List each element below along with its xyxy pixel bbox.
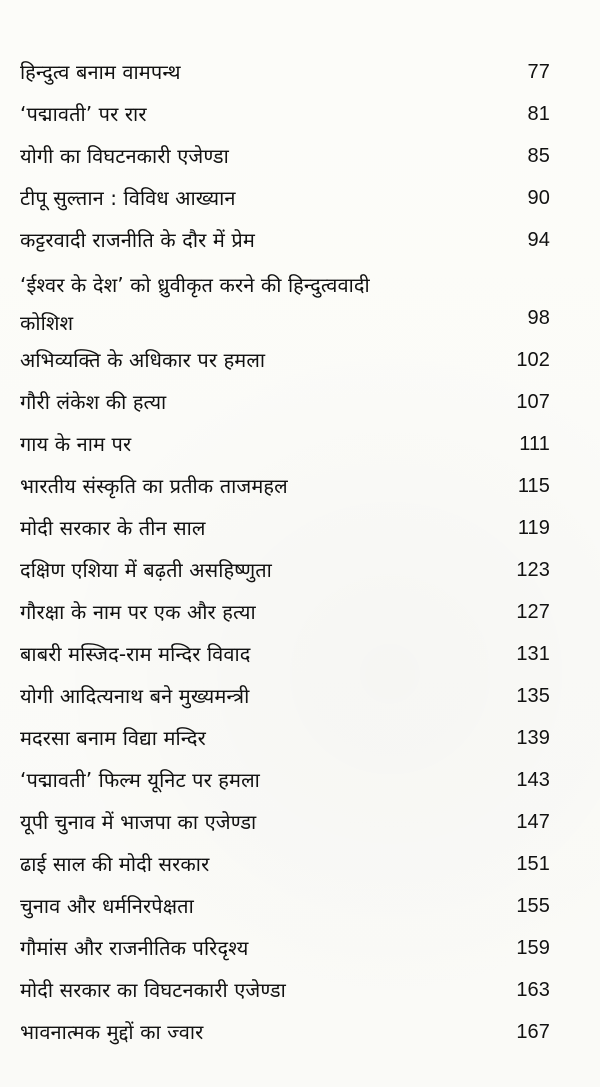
page-number: 159 xyxy=(516,937,550,959)
chapter-title: योगी आदित्यनाथ बने मुख्यमन्त्री xyxy=(20,684,250,708)
page-number: 167 xyxy=(516,1021,550,1043)
page-number: 135 xyxy=(516,685,550,707)
page-number: 90 xyxy=(527,187,550,209)
chapter-title: दक्षिण एशिया में बढ़ती असहिष्णुता xyxy=(20,558,272,582)
chapter-title: ‘पद्मावती’ फिल्म यूनिट पर हमला xyxy=(20,768,260,792)
chapter-title: गौमांस और राजनीतिक परिदृश्य xyxy=(20,936,249,960)
chapter-title: गाय के नाम पर xyxy=(20,432,132,456)
chapter-title: यूपी चुनाव में भाजपा का एजेण्डा xyxy=(20,810,257,834)
chapter-title: हिन्दुत्व बनाम वामपन्थ xyxy=(20,60,181,84)
chapter-title: बाबरी मस्जिद-राम मन्दिर विवाद xyxy=(20,642,251,666)
chapter-title: ‘ईश्वर के देश’ को ध्रुवीकृत करने की हिन्दुत्ववादी कोशिश xyxy=(20,273,370,335)
page-number: 77 xyxy=(527,61,550,83)
chapter-title: कट्टरवादी राजनीति के दौर में प्रेम xyxy=(20,228,255,252)
page-number: 143 xyxy=(516,769,550,791)
page-number: 81 xyxy=(527,103,550,125)
page-number: 131 xyxy=(516,643,550,665)
page-number: 127 xyxy=(516,601,550,623)
page-number: 119 xyxy=(517,517,550,539)
page-number: 102 xyxy=(516,349,550,371)
page-number: 85 xyxy=(527,145,550,167)
page-number: 111 xyxy=(519,433,550,455)
chapter-title: ढाई साल की मोदी सरकार xyxy=(20,852,210,876)
chapter-title: मोदी सरकार के तीन साल xyxy=(20,516,206,540)
chapter-title: भावनात्मक मुद्दों का ज्वार xyxy=(20,1020,204,1044)
chapter-title: भारतीय संस्कृति का प्रतीक ताजमहल xyxy=(20,474,288,498)
page-number: 155 xyxy=(516,895,550,917)
chapter-title: मोदी सरकार का विघटनकारी एजेण्डा xyxy=(20,978,286,1002)
chapter-title: मदरसा बनाम विद्या मन्दिर xyxy=(20,726,206,750)
page-number: 151 xyxy=(516,853,550,875)
page-number: 94 xyxy=(527,229,550,251)
chapter-title: गौरी लंकेश की हत्या xyxy=(20,390,167,414)
page-number: 123 xyxy=(516,559,550,581)
page-number: 107 xyxy=(516,391,550,413)
chapter-title: ‘पद्मावती’ पर रार xyxy=(20,102,147,126)
page-number: 115 xyxy=(517,475,550,497)
page-number: 139 xyxy=(516,727,550,749)
page-number: 163 xyxy=(516,979,550,1001)
chapter-title: चुनाव और धर्मनिरपेक्षता xyxy=(20,894,194,918)
chapter-title: योगी का विघटनकारी एजेण्डा xyxy=(20,144,229,168)
toc-entry xyxy=(20,266,550,342)
page-number: 98 xyxy=(527,307,550,329)
chapter-title: टीपू सुल्तान : विविध आख्यान xyxy=(20,186,236,210)
chapter-title: गौरक्षा के नाम पर एक और हत्या xyxy=(20,600,256,624)
page-number: 147 xyxy=(516,811,550,833)
chapter-title: अभिव्यक्ति के अधिकार पर हमला xyxy=(20,348,266,372)
